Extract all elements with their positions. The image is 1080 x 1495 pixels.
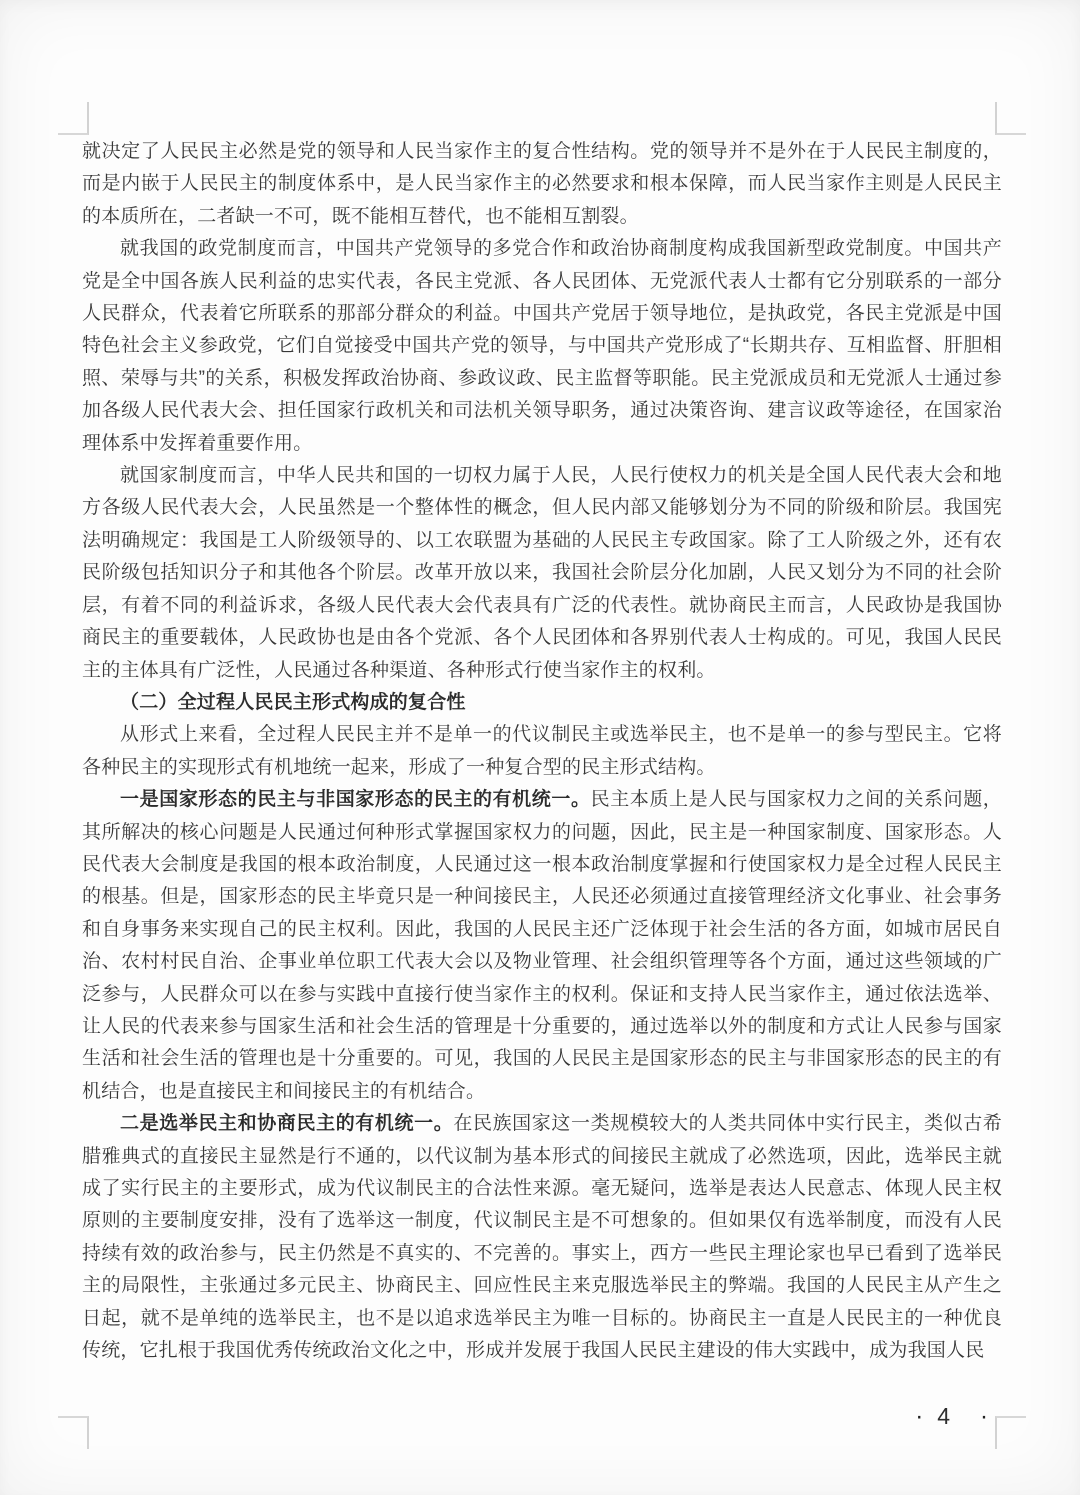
- paragraph-point-one-lead: 一是国家形态的民主与非国家形态的民主的有机统一。: [120, 789, 591, 811]
- page-footer: [915, 1403, 988, 1430]
- crop-mark-top-right-icon: [995, 102, 1026, 135]
- page-number: 4: [937, 1403, 950, 1429]
- crop-mark-bottom-right-icon: [995, 1416, 1026, 1449]
- crop-mark-top-left-icon: [58, 102, 89, 135]
- paragraph-point-one-text: 民主本质上是人民与国家权力之间的关系问题，其所解决的核心问题是人民通过何种形式掌握国家权力的问题，因此，民主是一种国家制度、国家形态。人民代表大会制度是我国的根本政治制度，人民通过这一根本政治制度掌握和行使国家权力是全过程人民民主的根基。但是，国家形态的民主毕竟只是一种间接民主，人民还必须通过直接管理经济文化事业、社会事务和自身事务来实现自己的民主权利。因此，我国的人民民主还广泛体现于社会生活的各方面，如城市居民自治、农村村民自治、企事业单位职工代表大会以及物业管理、社会组织管理等各个方面，通过这些领域的广泛参与，人民群众可以在参与实践中直接行使当家作主的权利。保证和支持人民当家作主，通过依法选举、让人民的代表来参与国家生活和社会生活的管理是十分重要的，通过选举以外的制度和方式让人民参与国家生活和社会生活的管理也是十分重要的。可见，我国的人民民主是国家形态的民主与非国家形态的民主的有机结合，也是直接民主和间接民主的有机结合。: [82, 789, 1003, 1102]
- section-heading: （二）全过程人民民主形式构成的复合性: [120, 691, 466, 713]
- footer-dot-left: ·: [915, 1402, 924, 1430]
- document-body: [82, 136, 1002, 1367]
- paragraph-point-two-text: 在民族国家这一类规模较大的人类共同体中实行民主，类似古希腊雅典式的直接民主显然是行不通的，以代议制为基本形式的间接民主就成了必然选项，因此，选举民主就成了实行民主的主要形式，成为代议制民主的合法性来源。毫无疑问，选举是表达人民意志、体现人民主权原则的主要制度安排，没有了选举这一制度，代议制民主是不可想象的。但如果仅有选举制度，而没有人民持续有效的政治参与，民主仍然是不真实的、不完善的。事实上，西方一些民主理论家也早已看到了选举民主的局限性，主张通过多元民主、协商民主、回应性民主来克服选举民主的弊端。我国的人民民主从产生之日起，就不是单纯的选举民主，也不是以追求选举民主为唯一目标的。协商民主一直是人民民主的一种优良传统，它扎根于我国优秀传统政治文化之中，形成并发展于我国人民民主建设的伟大实践中，成为我国人民: [82, 1113, 1002, 1362]
- paragraph-party-system: 就我国的政党制度而言，中国共产党领导的多党合作和政治协商制度构成我国新型政党制度。中国共产党是全中国各族人民利益的忠实代表，各民主党派、各人民团体、无党派代表人士都有它分别联系的一部分人民群众，代表着它所联系的那部分群众的利益。中国共产党居于领导地位，是执政党，各民主党派是中国特色社会主义参政党，它们自觉接受中国共产党的领导，与中国共产党形成了“长期共存、互相监督、肝胆相照、荣辱与共”的关系，积极发挥政治协商、参政议政、民主监督等职能。民主党派成员和无党派人士通过参加各级人民代表大会、担任国家行政机关和司法机关领导职务，通过决策咨询、建言议政等途径，在国家治理体系中发挥着重要作用。: [82, 238, 1002, 454]
- crop-mark-bottom-left-icon: [58, 1416, 89, 1449]
- paragraph-continuation: 就决定了人民民主必然是党的领导和人民当家作主的复合性结构。党的领导并不是外在于人民民主制度的，而是内嵌于人民民主的制度体系中，是人民当家作主的必然要求和根本保障，而人民当家作主则是人民民主的本质所在，二者缺一不可，既不能相互替代，也不能相互割裂。: [82, 141, 1002, 227]
- paragraph-point-two-lead: 二是选举民主和协商民主的有机统一。: [120, 1113, 454, 1135]
- paragraph-form-overview: 从形式上来看，全过程人民民主并不是单一的代议制民主或选举民主，也不是单一的参与型民主。它将各种民主的实现形式有机地统一起来，形成了一种复合型的民主形式结构。: [82, 724, 1002, 778]
- paragraph-state-system: 就国家制度而言，中华人民共和国的一切权力属于人民，人民行使权力的机关是全国人民代表大会和地方各级人民代表大会，人民虽然是一个整体性的概念，但人民内部又能够划分为不同的阶级和阶层。我国宪法明确规定：我国是工人阶级领导的、以工农联盟为基础的人民民主专政国家。除了工人阶级之外，还有农民阶级包括知识分子和其他各个阶层。改革开放以来，我国社会阶层分化加剧，人民又划分为不同的社会阶层，有着不同的利益诉求，各级人民代表大会代表具有广泛的代表性。就协商民主而言，人民政协是我国协商民主的重要载体，人民政协也是由各个党派、各个人民团体和各界别代表人士构成的。可见，我国人民民主的主体具有广泛性，人民通过各种渠道、各种形式行使当家作主的权利。: [82, 465, 1002, 681]
- paragraph-point-one: [82, 784, 1002, 1108]
- paragraph-point-two: [82, 1108, 1002, 1367]
- footer-dot-right: ·: [980, 1402, 988, 1430]
